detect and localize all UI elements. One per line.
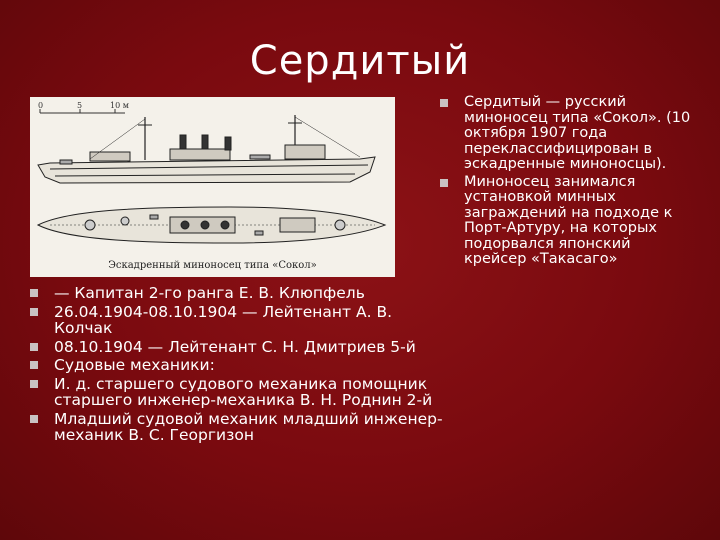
list-item: Младший судовой механик младший инженер-механик В. С. Георгизон <box>30 411 450 444</box>
square-bullet-icon <box>440 99 448 107</box>
scale-label-5: 5 <box>77 101 83 110</box>
slide-title: Сердитый <box>249 38 471 84</box>
list-item: — Капитан 2-го ранга Е. В. Клюпфель <box>30 285 450 302</box>
square-bullet-icon <box>30 343 38 351</box>
square-bullet-icon <box>440 179 448 187</box>
list-item: Судовые механики: <box>30 357 450 374</box>
left-bullet-list <box>30 285 450 446</box>
ship-diagram <box>30 97 395 277</box>
list-item: И. д. старшего судового механика помощник старшего инженер-механика В. Н. Роднин 2-й <box>30 376 450 409</box>
square-bullet-icon <box>30 289 38 297</box>
square-bullet-icon <box>30 361 38 369</box>
figure-caption: Эскадренный миноносец типа «Сокол» <box>108 260 317 271</box>
list-item: 08.10.1904 — Лейтенант С. Н. Дмитриев 5-й <box>30 339 450 356</box>
scale-label-0: 0 <box>38 101 44 110</box>
ship-side-profile <box>38 115 375 183</box>
right-bullet-list <box>440 95 695 270</box>
list-item: 26.04.1904-08.10.1904 — Лейтенант А. В. Колчак <box>30 304 450 337</box>
ship-top-plan <box>38 207 385 243</box>
square-bullet-icon <box>30 308 38 316</box>
list-item: Сердитый — русский миноносец типа «Сокол». (10 октября 1907 года переклассифицирован в эскадренные миноносцы). <box>440 95 695 173</box>
square-bullet-icon <box>30 380 38 388</box>
square-bullet-icon <box>30 415 38 423</box>
ship-drawing <box>30 97 395 277</box>
list-item: Миноносец занимался установкой минных заграждений на подходе к Порт-Артуру, на которых подорвался японский крейсер «Такасаго» <box>440 175 695 268</box>
scale-label-10: 10 м <box>110 101 129 110</box>
